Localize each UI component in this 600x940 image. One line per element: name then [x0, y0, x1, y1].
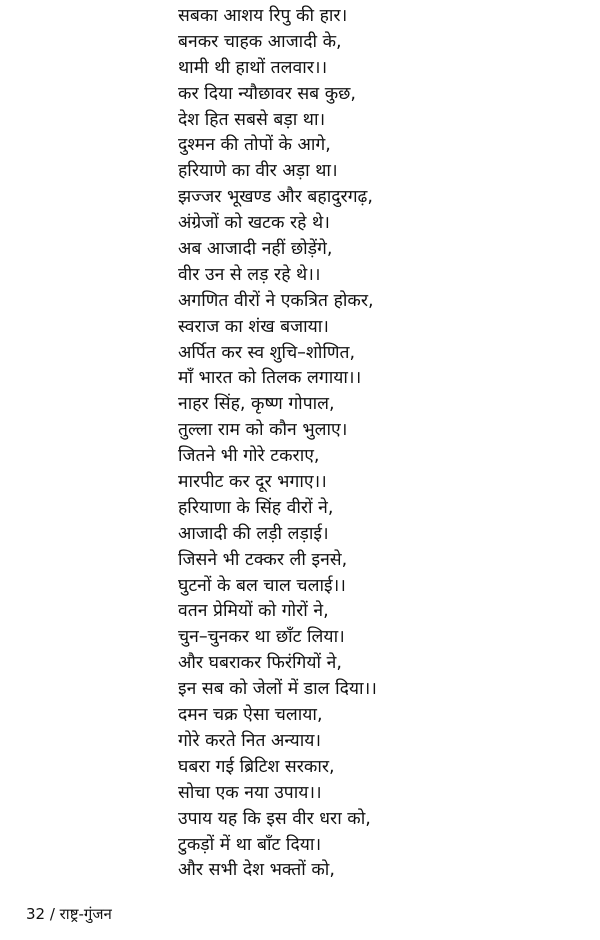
poem-line: अंग्रेजों को खटक रहे थे।	[178, 213, 330, 234]
poem-line: बनकर चाहक आजादी के,	[178, 31, 342, 52]
poem-line: गोरे करते नित अन्याय।	[178, 730, 322, 751]
poem-line: नाहर सिंह, कृष्ण गोपाल,	[178, 394, 335, 415]
poem-line: सोचा एक नया उपाय।।	[178, 782, 322, 803]
poem-line: स्वराज का शंख बजाया।	[178, 316, 329, 337]
poem-line: जिसने भी टक्कर ली इनसे,	[178, 549, 348, 570]
poem-line: अगणित वीरों ने एकत्रित होकर,	[178, 290, 374, 311]
poem-line: दुश्मन की तोपों के आगे,	[178, 135, 331, 156]
poem-line: थामी थी हाथों तलवार।।	[178, 57, 328, 78]
poem-line: और सभी देश भक्तों को,	[178, 860, 335, 881]
poem-line: जितने भी गोरे टकराए,	[178, 446, 320, 467]
poem-line: झज्जर भूखण्ड और बहादुरगढ़,	[178, 187, 373, 208]
poem-line: अर्पित कर स्व शुचि–शोणित,	[178, 342, 356, 363]
poem-body	[178, 4, 377, 884]
poem-line: माँ भारत को तिलक लगाया।।	[178, 368, 362, 389]
poem-line: सबका आशय रिपु की हार।	[178, 6, 348, 26]
poem-line: हरियाणे का वीर अड़ा था।	[178, 161, 338, 182]
poem-line: घुटनों के बल चाल चलाई।।	[178, 575, 346, 596]
poem-line: वतन प्रेमियों को गोरों ने,	[178, 601, 329, 622]
poem-line: आजादी की लड़ी लड़ाई।	[178, 523, 329, 544]
poem-line: टुकड़ों में था बाँट दिया।	[178, 834, 322, 855]
poem-line: अब आजादी नहीं छोड़ेंगे,	[178, 239, 333, 260]
poem-line: चुन–चुनकर था छाँट लिया।	[178, 627, 345, 648]
poem-line: और घबराकर फिरंगियों ने,	[178, 653, 342, 674]
page-footer: 32 / राष्ट्र-गुंजन	[26, 905, 112, 923]
poem-line: वीर उन से लड़ रहे थे।।	[178, 264, 321, 285]
poem-line: इन सब को जेलों में डाल दिया।।	[178, 679, 377, 700]
poem-line: दमन चक्र ऐसा चलाया,	[178, 705, 323, 726]
poem-line: हरियाणा के सिंह वीरों ने,	[178, 497, 334, 518]
poem-line: देश हित सबसे बड़ा था।	[178, 109, 326, 130]
poem-line: तुल्ला राम को कौन भुलाए।	[178, 420, 348, 441]
poem-line: घबरा गई ब्रिटिश सरकार,	[178, 756, 335, 777]
poem-line: मारपीट कर दूर भगाए।।	[178, 472, 327, 493]
poem-line: कर दिया न्यौछावर सब कुछ,	[178, 83, 356, 104]
poem-line: उपाय यह कि इस वीर धरा को,	[178, 808, 371, 829]
